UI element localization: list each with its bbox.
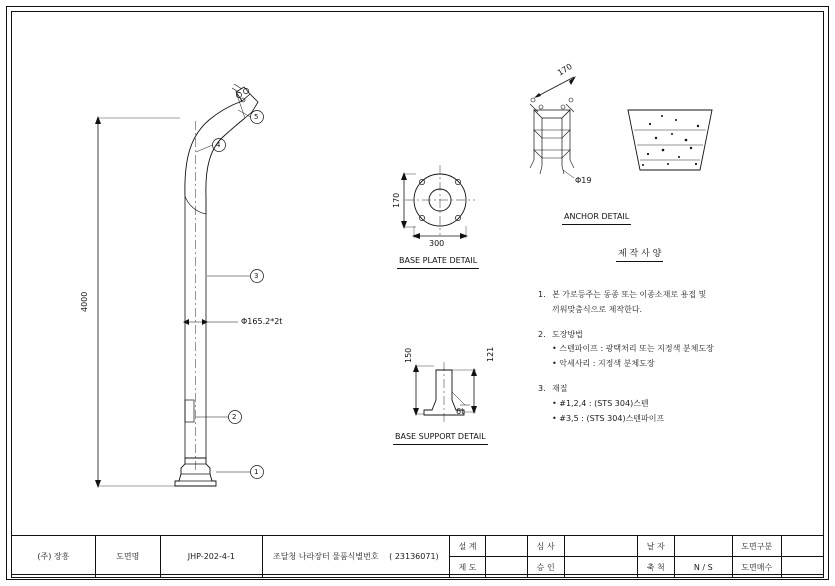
title-block-sheet-label-2: 도면매수 [732, 557, 781, 578]
spec-item-number: 2. [538, 329, 546, 339]
title-block-sheet-label-1: 도면구분 [732, 536, 781, 557]
title-block-review-value-1 [564, 536, 637, 557]
pipe-diameter-label: Φ165.2*2t [241, 317, 283, 326]
spec-item-bullet: • 악세사리 : 지정색 분체도장 [552, 359, 655, 369]
title-block-date-value-1 [674, 536, 732, 557]
main-height-dimension: 4000 [80, 291, 89, 312]
spec-item-line: 끼워맞춤식으로 제작한다. [552, 304, 643, 314]
spec-item-line: 본 가로등주는 동종 또는 이종소재로 용접 및 [552, 290, 707, 299]
balloon-label-2: 2 [232, 413, 237, 421]
title-block-item-code: ( 23136071) [389, 552, 439, 561]
base-support-left-dim: 150 [404, 347, 413, 363]
title-block [11, 535, 824, 575]
title-block-dwg-label: 도면명 [95, 536, 160, 578]
title-block-dwg-no: JHP-202-4-1 [160, 536, 262, 578]
spec-title: 제 작 사 양 [616, 248, 663, 262]
title-block-description: 조달청 나라장터 물품식별번호 [273, 552, 379, 561]
base-plate-vertical-dim: 170 [392, 192, 401, 208]
title-block-design-value-1 [486, 536, 527, 557]
spec-list [538, 288, 714, 426]
base-plate-detail-title: BASE PLATE DETAIL [397, 256, 479, 269]
balloon-label-4: 4 [216, 141, 221, 149]
title-block-date-label-1: 날 자 [637, 536, 674, 557]
base-support-detail-title: BASE SUPPORT DETAIL [393, 432, 488, 445]
title-block-sheet-value-2 [781, 557, 823, 578]
spec-item-number: 1. [538, 290, 546, 299]
balloon-label-3: 3 [254, 272, 259, 280]
title-block-date-label-2: 축 척 [637, 557, 674, 578]
title-block-design-value-2 [486, 557, 527, 578]
spec-item-bullet: • #3,5 : (STS 304)스텐파이프 [552, 413, 665, 423]
base-support-thickness-dim: 6t [456, 407, 465, 416]
base-plate-horizontal-dim: 300 [429, 239, 445, 248]
anchor-bolt-dim: Φ19 [575, 176, 592, 185]
title-block-scale-value: N / S [674, 557, 732, 578]
title-block-design-label-1: 설 계 [449, 536, 486, 557]
title-block-review-label-1: 심 사 [527, 536, 564, 557]
title-block-review-value-2 [564, 557, 637, 578]
spec-item-number: 3. [538, 383, 546, 393]
anchor-detail-title: ANCHOR DETAIL [562, 212, 631, 225]
title-block-sheet-value-1 [781, 536, 823, 557]
title-block-design-label-2: 제 도 [449, 557, 486, 578]
spec-item-line: 재질 [552, 383, 568, 393]
balloon-label-5: 5 [254, 113, 259, 121]
base-support-right-dim: 121 [486, 346, 495, 362]
spec-item-bullet: • 스텐파이프 : 광택처리 또는 지정색 분체도장 [552, 344, 714, 354]
spec-item-line: 도장방법 [552, 329, 583, 339]
anchor-width-dim: 170 [556, 61, 574, 78]
spec-item-bullet: • #1,2,4 : (STS 304)스텐 [552, 398, 649, 408]
title-block-company: (주) 장흥 [12, 536, 96, 578]
title-block-review-label-2: 승 인 [527, 557, 564, 578]
balloon-label-1: 1 [254, 468, 259, 476]
